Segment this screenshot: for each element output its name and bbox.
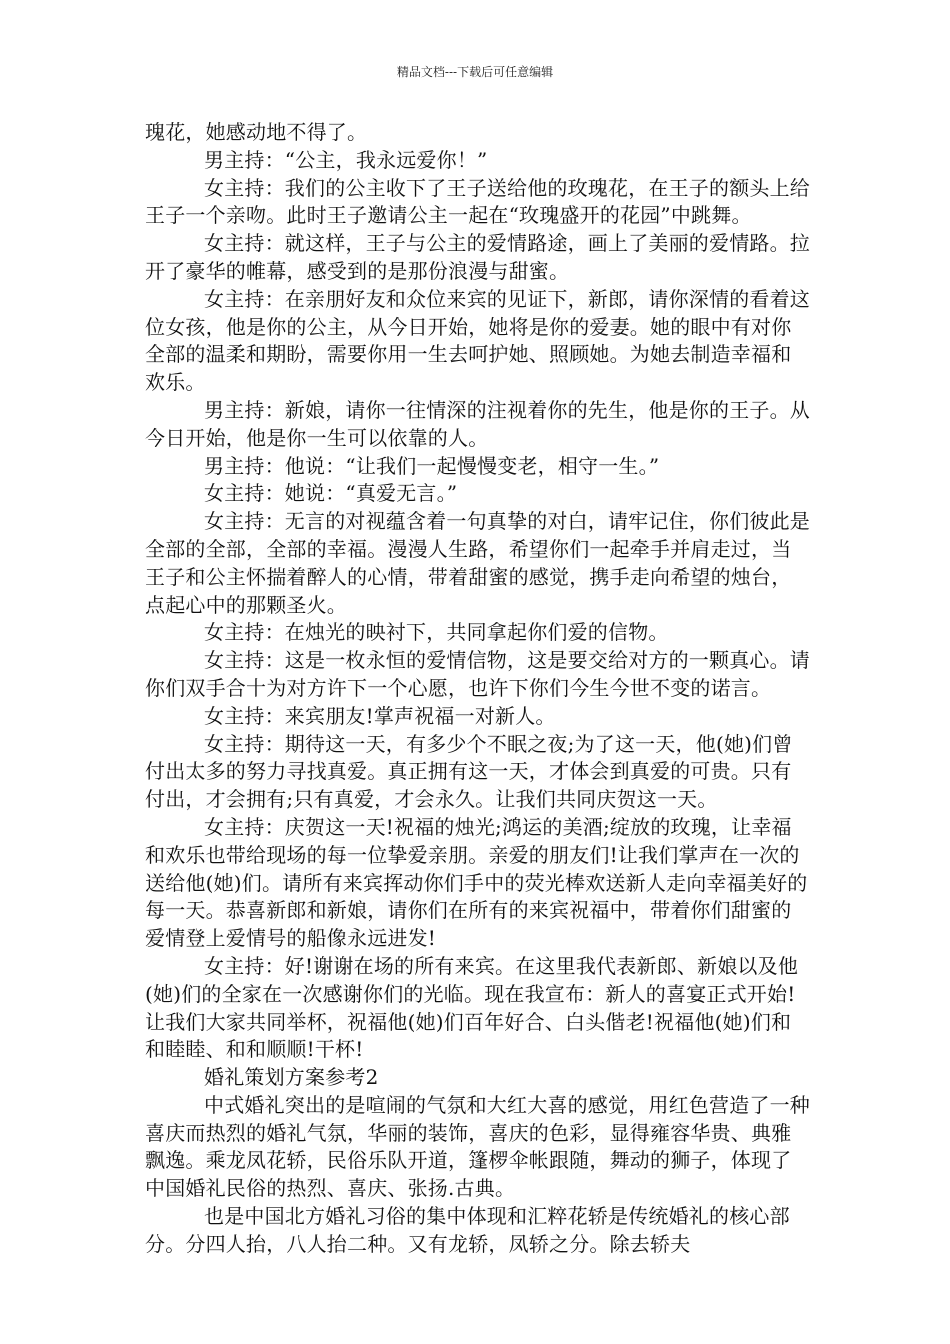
paragraph: 女主持：来宾朋友!掌声祝福一对新人。 <box>204 703 556 728</box>
paragraph: 女主持：在烛光的映衬下，共同拿起你们爱的信物。 <box>204 620 669 645</box>
paragraph: 女主持：就这样，王子与公主的爱情路途，画上了美丽的爱情路。拉开了豪华的帷幕，感受到的是那份浪漫与甜蜜。 <box>145 231 810 283</box>
paragraph: 也是中国北方婚礼习俗的集中体现和汇粹花轿是传统婚礼的核心部分。分四人抬，八人抬二种。又有龙轿，凤轿之分。除去轿夫 <box>145 1204 790 1256</box>
page-header: 精品文档---下载后可任意编辑 <box>396 65 554 79</box>
paragraph: 女主持：庆贺这一天!祝福的烛光;鸿运的美酒;绽放的玫瑰，让幸福和欢乐也带给现场的每一位挚爱亲朋。亲爱的朋友们!让我们掌声在一次的送给他(她)们。请所有来宾挥动你们手中的荧光棒欢送新人走向幸福美好的每一天。恭喜新郎和新娘，请你们在所有的来宾祝福中，带着你们甜蜜的爱情登上爱情号的船像永远进发! <box>145 814 808 951</box>
paragraph: 女主持：她说：“真爱无言。” <box>204 481 458 506</box>
paragraph: 男主持：“公主，我永远爱你！” <box>204 147 488 172</box>
paragraph: 女主持：期待这一天，有多少个不眠之夜;为了这一天，他(她)们曾付出太多的努力寻找真爱。真正拥有这一天，才体会到真爱的可贵。只有付出，才会拥有;只有真爱，才会永久。让我们共同庆贺这一天。 <box>145 731 793 812</box>
paragraph: 女主持：我们的公主收下了王子送给他的玫瑰花，在王子的额头上给王子一个亲吻。此时王子邀请公主一起在“玫瑰盛开的花园”中跳舞。 <box>145 175 810 228</box>
document-body <box>145 119 811 1259</box>
paragraph: 男主持：他说：“让我们一起慢慢变老，相守一生。” <box>204 453 660 478</box>
paragraph: 女主持：无言的对视蕴含着一句真挚的对白，请牢记住，你们彼此是全部的全部，全部的幸福。漫漫人生路，希望你们一起牵手并肩走过，当王子和公主怀揣着醉人的心情，带着甜蜜的感觉，携手走向希望的烛台，点起心中的那颗圣火。 <box>145 509 810 617</box>
paragraph: 男主持：新娘，请你一往情深的注视着你的先生，他是你的王子。从今日开始，他是你一生可以依靠的人。 <box>145 397 810 450</box>
paragraph: 女主持：这是一枚永恒的爱情信物，这是要交给对方的一颗真心。请你们双手合十为对方许下一个心愿，也许下你们今生今世不变的诺言。 <box>145 648 810 700</box>
paragraph: 女主持：在亲朋好友和众位来宾的见证下，新郎，请你深情的看着这位女孩，他是你的公主，从今日开始，她将是你的爱妻。她的眼中有对你全部的温柔和期盼，需要你用一生去呵护她、照顾她。为她去制造幸福和欢乐。 <box>145 286 810 395</box>
paragraph: 中式婚礼突出的是喧闹的气氛和大红大喜的感觉，用红色营造了一种喜庆而热烈的婚礼气氛，华丽的装饰，喜庆的色彩，显得雍容华贵、典雅飘逸。乘龙凤花轿，民俗乐队开道，篷椤伞帐跟随，舞动的狮子，体现了中国婚礼民俗的热烈、喜庆、张扬.古典。 <box>145 1092 810 1201</box>
paragraph: 女主持：好!谢谢在场的所有来宾。在这里我代表新郎、新娘以及他(她)们的全家在一次感谢你们的光临。现在我宣布：新人的喜宴正式开始!让我们大家共同举杯，祝福他(她)们百年好合、白头偕老!祝福他(她)们和和睦睦、和和顺顺!干杯! <box>145 953 799 1062</box>
paragraph: 瑰花，她感动地不得了。 <box>145 120 368 144</box>
section-heading: 婚礼策划方案参考2 <box>204 1065 379 1090</box>
